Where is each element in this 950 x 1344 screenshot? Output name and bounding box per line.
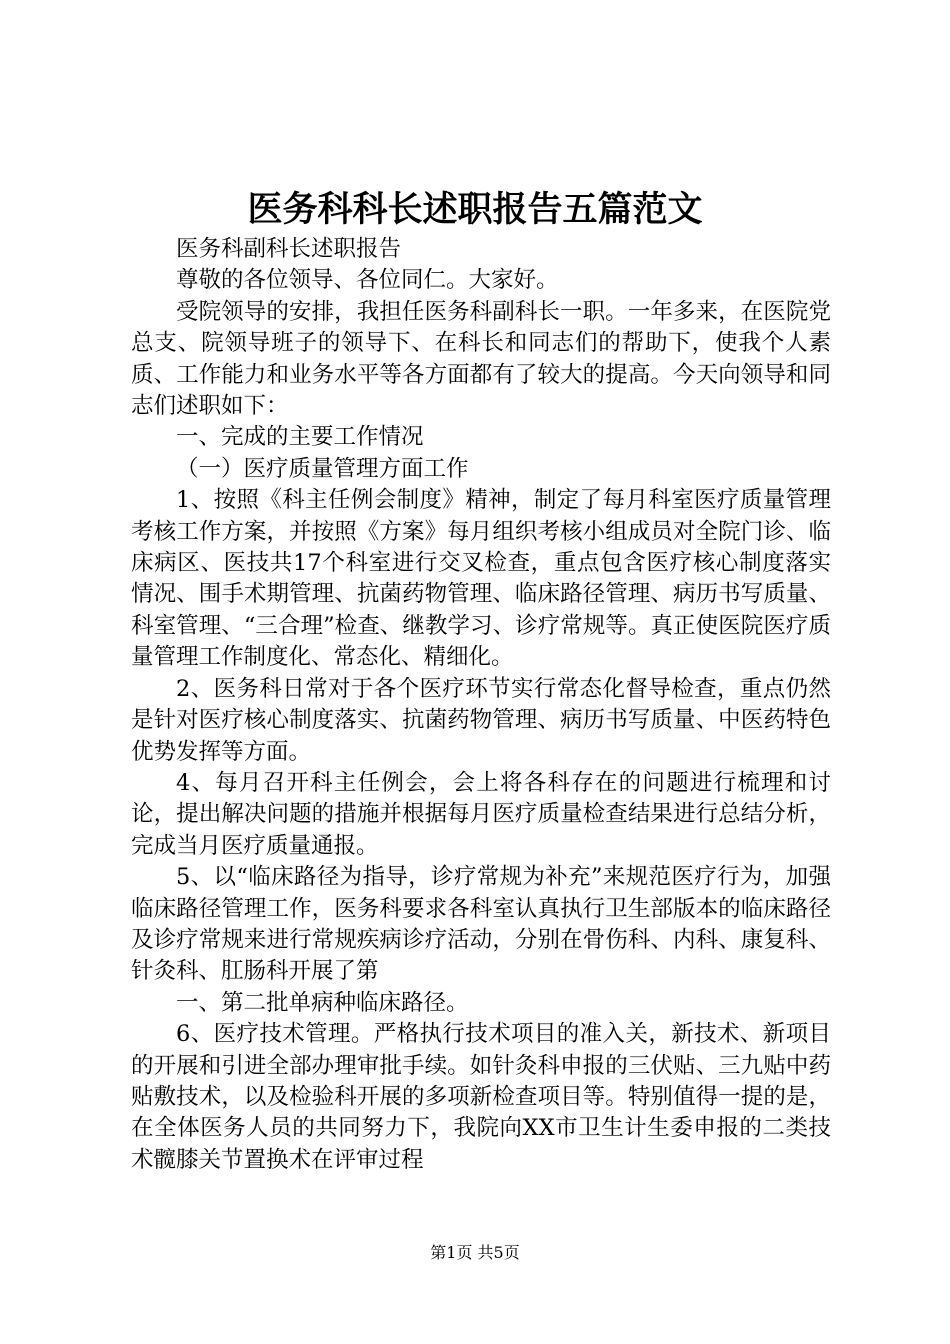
paragraph: 1、按照《科主任例会制度》精神，制定了每月科室医疗质量管理考核工作方案，并按照《方案》每月组织考核小组成员对全院门诊、临床病区、医技共17个科室进行交叉检查，重点包含医疗核心制度落实情况、围手术期管理、抗菌药物管理、临床路径管理、病历书写质量、科室管理、“三合理”检查、继教学习、诊疗常规等。真正使医院医疗质量管理工作制度化、常态化、精细化。 (131, 487, 831, 671)
paragraph: 2、医务科日常对于各个医疗环节实行常态化督导检查，重点仍然是针对医疗核心制度落实、抗菌药物管理、病历书写质量、中医药特色优势发挥等方面。 (131, 675, 831, 765)
paragraph: 尊敬的各位领导、各位同仁。大家好。 (176, 267, 559, 294)
section-heading: 一、完成的主要工作情况 (176, 424, 424, 451)
paragraph: 6、医疗技术管理。严格执行技术项目的准入关，新技术、新项目的开展和引进全部办理审批手续。如针灸科申报的三伏贴、三九贴中药贴敷技术，以及检验科开展的多项新检查项目等。特别值得一提的是，在全体医务人员的共同努力下，我院向XX市卫生计生委申报的二类技术髋膝关节置换术在评审过程 (131, 1021, 831, 1173)
subsection-heading: （一）医疗质量管理方面工作 (176, 455, 469, 482)
paragraph: 5、以“临床路径为指导，诊疗常规为补充”来规范医疗行为，加强临床路径管理工作，医务科要求各科室认真执行卫生部版本的临床路径及诊疗常规来进行常规疾病诊疗活动，分别在骨伤科、内科、康复科、针灸科、肛肠科开展了第 (131, 864, 831, 985)
page-number-footer: 第1页 共5页 (430, 1243, 520, 1262)
paragraph: 受院领导的安排，我担任医务科副科长一职。一年多来，在医院党总支、院领导班子的领导下、在科长和同志们的帮助下，使我个人素质、工作能力和业务水平等各方面都有了较大的提高。今天向领导和同志们述职如下： (131, 298, 831, 420)
document-title: 医务科科长述职报告五篇范文 (247, 189, 703, 230)
paragraph: 一、第二批单病种临床路径。 (176, 989, 469, 1016)
paragraph: 4、每月召开科主任例会，会上将各科存在的问题进行梳理和讨论，提出解决问题的措施并根据每月医疗质量检查结果进行总结分析，完成当月医疗质量通报。 (131, 769, 831, 859)
document-body (131, 234, 831, 1176)
paragraph: 医务科副科长述职报告 (176, 236, 402, 262)
